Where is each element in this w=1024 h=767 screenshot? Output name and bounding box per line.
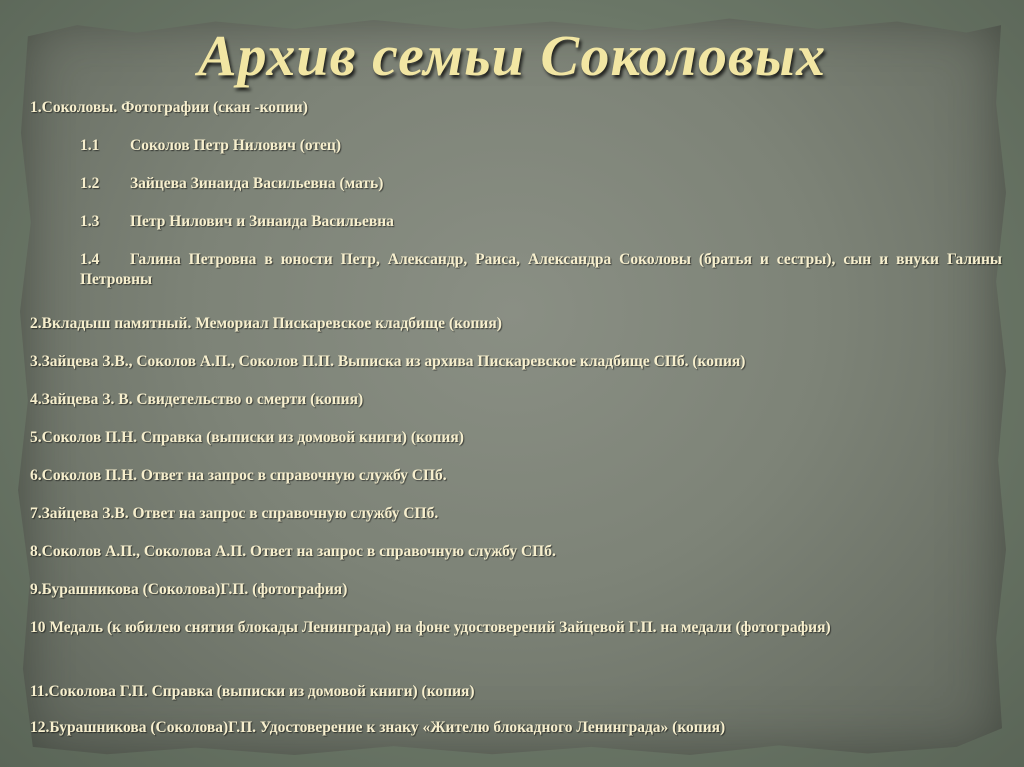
list-item: 1.1 Соколов Петр Нилович (отец) [80,137,342,154]
list-item: 7.Зайцева З.В. Ответ на запрос в справочную службу СПб. [30,505,439,522]
list-item: 1.2 Зайцева Зинаида Васильевна (мать) [80,175,384,192]
list-item: 2.Вкладыш памятный. Мемориал Пискаревское кладбище (копия) [30,315,502,332]
list-item: 1.3 Петр Нилович и Зинаида Васильевна [80,213,394,230]
list-item: 1.Соколовы. Фотографии (скан -копии) [30,99,308,116]
list-item: 5.Соколов П.Н. Справка (выписки из домовой книги) (копия) [30,429,464,446]
list-item: 10 Медаль (к юбилею снятия блокады Ленинграда) на фоне удостоверений Зайцевой Г.П. на медали (фотография) [30,619,831,636]
list-item: 1.4 Галина Петровна в юности Петр, Александр, Раиса, Александра Соколовы (братья и сестры), сын и внуки Галины Петровны [80,251,1002,288]
parchment-panel [18,14,1006,758]
page-title: Архив семьи Соколовых [197,23,827,88]
list-item: 8.Соколов А.П., Соколова А.П. Ответ на запрос в справочную службу СПб. [30,543,556,560]
list-item: 4.Зайцева З. В. Свидетельство о смерти (копия) [30,391,364,408]
list-item: 9.Бурашникова (Соколова)Г.П. (фотография) [30,581,348,598]
list-item: 3.Зайцева З.В., Соколов А.П., Соколов П.П. Выписка из архива Пискаревское кладбище СПб. (копия) [30,353,746,370]
list-item: 6.Соколов П.Н. Ответ на запрос в справочную службу СПб. [30,467,447,484]
list-item: 12.Бурашникова (Соколова)Г.П. Удостоверение к знаку «Жителю блокадного Ленинграда» (копия) [30,719,726,736]
list-item: 11.Соколова Г.П. Справка (выписки из домовой книги) (копия) [30,683,475,700]
